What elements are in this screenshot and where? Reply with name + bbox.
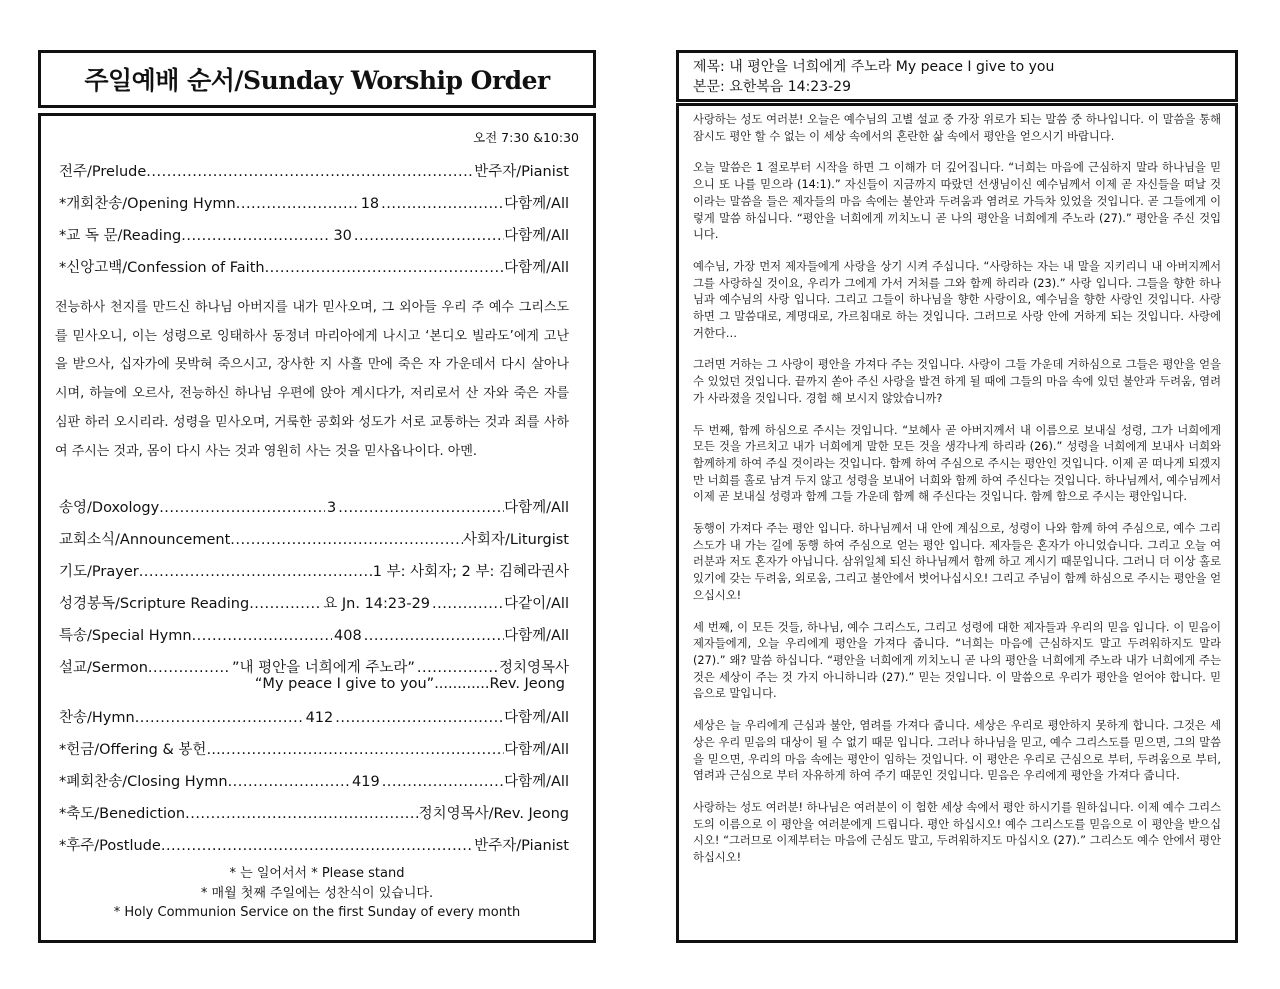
- leader-dots: [221, 742, 504, 758]
- order-item: [59, 738, 569, 759]
- order-item: [59, 560, 569, 581]
- sermon-paragraph: 두 번째, 함께 하심으로 주시는 것입니다. “보혜사 곧 아버지께서 내 이름으로 보내실 성령, 그가 너희에게 모든 것을 가르치고 내가 너희에게 말한 모든 것을 생각나게 하리라 (26).” 성령을 너희에게 보내사 너희와 함께하게 하여 주실 것이라는 것입니다. 함께 하여 주심으로 주시는 평안인 것입니다. 이제 곧 떠나게 되겠지만 너희를 홀로 남겨 두지 않고 성령을 보내어 너희와 함께 하여 주신다는 것입니다. 하나님께서, 예수님께서 이제 곧 보내실 성령과 함께 그들 가운데 함께 해 주신다는 것입니다. 함께 함으로 주시는 평안입니다.: [693, 423, 1221, 504]
- sermon-paragraph: 사랑하는 성도 여러분! 오늘은 예수님의 고별 설교 중 가장 위로가 되는 말씀 중 하나입니다. 이 말씀을 통해 잠시도 평안 할 수 없는 이 세상 속에서의 혼란한 삶 속에서 평안을 얻으시기 바랍니다.: [693, 113, 1221, 143]
- leader-dots: [181, 228, 331, 244]
- sermon-english-dots: ............: [434, 676, 490, 692]
- order-item-leader: 다함께/All: [504, 710, 569, 726]
- order-title-box: [38, 50, 596, 108]
- order-item-detail: 419: [352, 774, 380, 790]
- order-item-leader: 반주자/Pianist: [474, 838, 569, 854]
- order-item-label: *신앙고백/Confession of Faith: [59, 260, 265, 276]
- sermon-english-preacher: Rev. Jeong: [489, 676, 565, 692]
- leader-dots: [249, 596, 321, 612]
- leader-dots: [228, 774, 350, 790]
- order-item-leader: 반주자/Pianist: [474, 164, 569, 180]
- leader-dots: [139, 564, 373, 580]
- note-line: * Holy Communion Service on the first Sunday of every month: [113, 905, 521, 920]
- order-item: [59, 802, 569, 823]
- service-time: 오전 7:30 &10:30: [473, 130, 579, 145]
- order-item-label: 전주/Prelude: [59, 164, 147, 180]
- order-item-detail: 3: [327, 500, 337, 516]
- leader-dots: [185, 806, 418, 822]
- order-item-leader: 다함께/All: [504, 228, 570, 244]
- order-item-leader: 다함께/All: [504, 774, 569, 790]
- order-item: [59, 192, 569, 213]
- leader-dots: [159, 500, 325, 516]
- order-item-leader: 다함께/All: [504, 500, 569, 516]
- sermon-english-title: “My peace I give to you”: [254, 676, 435, 692]
- page-title: 주일예배 순서/Sunday Worship Order: [84, 66, 550, 95]
- sermon-paragraph: 오늘 말씀은 1 절로부터 시작을 하면 그 이해가 더 깊어집니다. “너희는 마음에 근심하지 말라 하나님을 믿으니 또 나를 믿으라 (14:1).” 자신들이 지금까지 따랐던 선생님이신 예수님께서 이제 곧 자신들을 떠날 것이라는 말씀을 들은 제자들의 마음 속에는 불안과 두려움과 염려로 가득차 있었을 것입니다. 곧 그들에게 이렇게 말씀 하십니다. “평안을 너희에게 끼치노니 곧 나의 평안을 너희에게 주노라 (27).” 평안을 주신 것입니다.: [693, 161, 1221, 242]
- leader-dots: [135, 710, 304, 726]
- sermon-paragraph: 동행이 가져다 주는 평안 입니다. 하나님께서 내 안에 계심으로, 성령이 나와 함께 하여 주심으로, 예수 그리스도가 내 가는 길에 동행 하여 주심으로 얻는 평안 입니다. 제자들은 혼자가 아니었습니다. 그리고 오늘 여러분과 저도 혼자가 아닙니다. 삼위일체 되신 하나님께서 함께 하고 계시기 때문입니다. 그러니 더 이상 홀로 있기에 갖는 두려움, 외로움, 그리고 불안에서 벗어나십시오! 그리고 주님이 함께 하심으로 주시는 평안을 얻으십시오!: [693, 522, 1221, 602]
- note-line: * 는 일어서서 * Please stand: [229, 866, 405, 881]
- order-item-label: *축도/Benediction: [59, 806, 186, 822]
- leader-dots: [148, 660, 230, 676]
- leader-dots: [146, 164, 474, 180]
- sermon-paragraph: 그러면 거하는 그 사랑이 평안을 가져다 주는 것입니다. 사랑이 그들 가운데 거하심으로 그들은 평안을 얻을 수 있었던 것입니다. 끝까지 쏟아 주신 사랑을 발견 하게 될 때에 그들의 마음 속에 있던 불안과 두려움, 염려가 사라졌을 것입니다. 경험 해 보시지 않았습니까?: [693, 358, 1221, 405]
- leader-dots: [381, 196, 504, 212]
- order-item: [59, 224, 569, 245]
- order-item-leader: 사회자/Liturgist: [462, 532, 569, 548]
- leader-dots: [382, 774, 504, 790]
- order-item-label: *헌금/Offering & 봉헌…: [59, 742, 221, 758]
- order-item-leader: 다함께/All: [504, 742, 569, 758]
- order-item: [59, 770, 569, 791]
- order-item: [59, 496, 569, 517]
- confession-text: 전능하사 천지를 만드신 하나님 아버지를 내가 믿사오며, 그 외아들 우리 주 예수 그리스도를 믿사오니, 이는 성령으로 잉태하사 동정녀 마리아에게 나시고 ‘본디오 빌라도’에게 고난을 받으사, 십자가에 못박혀 죽으시고, 장사한 지 사흘 만에 죽은 자 가운데서 다시 살아나시며, 하늘에 오르사, 전능하신 하나님 우편에 앉아 계시다가, 저리로서 산 자와 죽은 자를 심판 하러 오시리라. 성령을 믿사오며, 거룩한 공회와 성도가 서로 교통하는 것과 죄를 사하여 주시는 것과, 몸이 다시 사는 것과 영원히 사는 것을 믿사옵나이다. 아멘.: [55, 300, 569, 459]
- order-item-label: 기도/Prayer: [59, 564, 139, 580]
- notes: [41, 864, 593, 923]
- order-item: [59, 160, 569, 181]
- order-item-label: 특송/Special Hymn: [59, 628, 192, 644]
- order-item-label: *교 독 문/Reading: [59, 228, 182, 244]
- leader-dots: [417, 660, 499, 676]
- order-item: [59, 834, 569, 855]
- sermon-text-line: 본문: 요한복음 14:23-29: [693, 79, 851, 95]
- sermon-paragraph: 사랑하는 성도 여러분! 하나님은 여러분이 이 험한 세상 속에서 평안 하시기를 원하십니다. 이제 예수 그리스도의 이름으로 이 평안을 여러분에게 드립니다. 평안 하십시오! 예수 그리스도를 믿음으로 이 평안을 받으십시오! “그러므로 이제부터는 마음에 근심도 말고, 두려워하지도 마십시오 (27).” 그리스도 예수 안에서 평안 하십시오!: [693, 800, 1221, 865]
- order-item: [59, 624, 569, 645]
- order-item-label: 성경봉독/Scripture Reading: [59, 596, 250, 612]
- order-item-leader: 다함께/All: [504, 628, 570, 644]
- order-item: [59, 528, 569, 549]
- sermon-english-line: [255, 676, 565, 692]
- order-item-label: *후주/Postlude: [59, 838, 161, 854]
- order-item-detail: 요 Jn. 14:23-29: [323, 596, 431, 612]
- leader-dots: [432, 596, 504, 612]
- leader-dots: [161, 838, 474, 854]
- order-item-detail: ”내 평안을 너희에게 주노라”: [231, 660, 415, 676]
- leader-dots: [364, 628, 504, 644]
- order-item: [59, 256, 569, 277]
- order-item-label: 교회소식/Announcement: [59, 532, 231, 548]
- order-item-detail: 408: [334, 628, 362, 644]
- worship-order-box: [38, 113, 596, 943]
- sermon-header-box: [676, 50, 1238, 102]
- order-item-label: 설교/Sermon: [59, 660, 148, 676]
- order-item-label: 찬송/Hymn: [59, 710, 135, 726]
- leader-dots: [192, 628, 332, 644]
- leader-dots: [236, 196, 359, 212]
- order-item: [59, 592, 569, 613]
- order-item-detail: 30: [333, 228, 352, 244]
- order-item-detail: 412: [305, 710, 334, 726]
- note-line: * 매월 첫째 주일에는 성찬식이 있습니다.: [200, 885, 434, 901]
- order-item-leader: 1 부: 사회자; 2 부: 김혜라권사: [372, 564, 569, 580]
- leader-dots: [230, 532, 463, 548]
- leader-dots: [338, 500, 504, 516]
- sermon-title-line: 제목: 내 평안을 너희에게 주노라 My peace I give to you: [693, 59, 1055, 75]
- leader-dots: [335, 710, 504, 726]
- sermon-paragraph: 세상은 늘 우리에게 근심과 불안, 염려를 가져다 줍니다. 세상은 우리로 평안하지 못하게 합니다. 그것은 세상은 우리 믿음의 대상이 될 수 없기 때문 입니다. 그러나 하나님을 믿고, 예수 그리스도를 믿으면, 그의 말씀을 믿으면, 우리의 마음 속에는 평안이 임하는 것입니다. 이 평안은 우리로 근심으로 부터, 두려움으로 부터, 염려과 근심으로 부터 자유하게 하여 주기 때문인 것입니다. 믿음은 우리에게 평안을 가져다 줍니다.: [693, 719, 1221, 783]
- order-item-leader: 다같이/All: [504, 596, 569, 612]
- order-item-label: *개회찬송/Opening Hymn: [59, 196, 236, 212]
- order-item: [59, 656, 569, 677]
- leader-dots: [354, 228, 504, 244]
- leader-dots: [265, 260, 505, 276]
- order-item-label: 송영/Doxology: [59, 500, 160, 516]
- order-item-leader: 정치영목사/Rev. Jeong: [418, 806, 569, 822]
- sermon-paragraph: 예수님, 가장 먼저 제자들에게 사랑을 상기 시켜 주십니다. “사랑하는 자는 내 말을 지키리니 내 아버지께서 그를 사랑하실 것이요, 우리가 그에게 가서 거처를 그와 함께 하리라 (23).” 사랑 입니다. 그들을 향한 하나님과 예수님의 사랑 입니다. 그리고 그들이 하나님을 향한 사랑이요, 예수님을 향한 사랑인 것입니다. 사랑 하면 그 말씀대로, 계명대로, 가르침대로 하는 것입니다. 그러므로 사랑 안에 거하게 되는 것입니다. 사랑에 거한다…: [693, 259, 1221, 340]
- order-item-leader: 다함께/All: [504, 196, 570, 212]
- sermon-body-box: [676, 103, 1238, 943]
- order-item: [59, 706, 569, 727]
- order-item-detail: 18: [360, 196, 380, 212]
- order-item-leader: 다함께/All: [504, 260, 569, 276]
- order-item-label: *폐회찬송/Closing Hymn: [59, 774, 228, 790]
- sermon-paragraph: 세 번째, 이 모든 것들, 하나님, 예수 그리스도, 그리고 성령에 대한 제자들과 우리의 믿음 입니다. 이 믿음이 제자들에게, 오늘 우리에게 평안을 가져다 줍니다. “너희는 마음에 근심하지도 말고 두려워하지도 말라 (27).” 왜? 말씀 하십니다. “평안을 너희에게 끼치노니 곧 나의 평안을 너희에게 주노라 내가 너희에게 주는 것은 세상이 주는 것 가지 아니하니라 (27).” 믿는 것입니다. 이 말씀으로 우리가 평안을 얻어야 합니다. 믿음으로 말입니다.: [693, 620, 1221, 701]
- order-item-leader: 정치영목사: [498, 660, 569, 676]
